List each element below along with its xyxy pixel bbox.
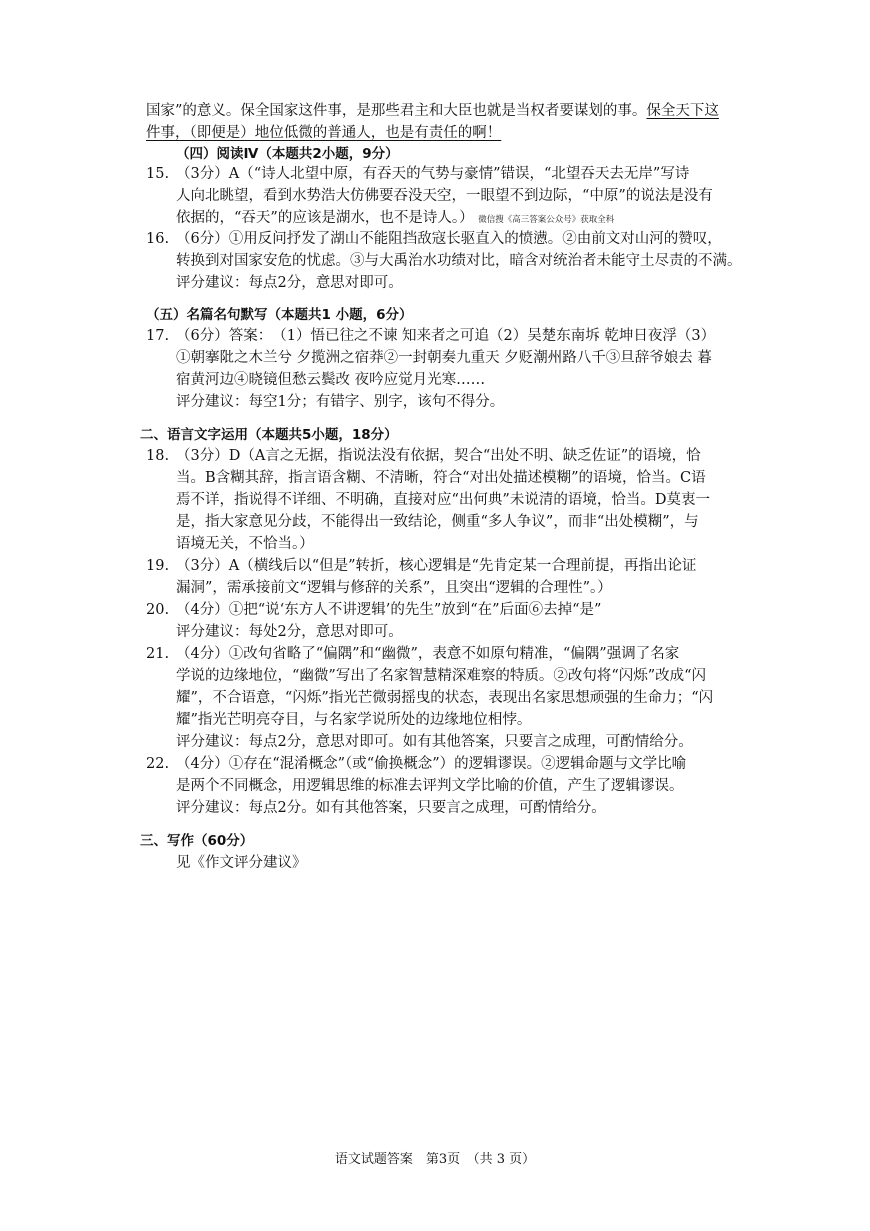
q19-line: 漏洞”，需承接前文“逻辑与修辞的关系”，且突出“逻辑的合理性”。） bbox=[176, 580, 612, 596]
intro-line-2: 件事，（即便是）地位低微的普通人，也是有责任的啊！ bbox=[146, 125, 502, 141]
q17-line: ①朝搴阰之木兰兮 夕揽洲之宿莽②一封朝奏九重天 夕贬潮州路八千③旦辞爷娘去 暮 bbox=[176, 350, 712, 366]
part-three-heading: 三、写作（60分） bbox=[140, 833, 254, 849]
q17-line: 宿黄河边④晓镜但愁云鬓改 夜吟应觉月光寒…… bbox=[176, 372, 486, 388]
q21-number: 21. bbox=[146, 646, 170, 662]
q22-line: 是两个不同概念，用逻辑思维的标准去评判文学比喻的价值，产生了逻辑谬误。 bbox=[176, 778, 684, 794]
q15-number: 15. bbox=[146, 166, 170, 182]
q18-line: 当。B含糊其辞，指言语含糊、不清晰，符合“对出处描述模糊”的语境，恰当。C语 bbox=[176, 470, 706, 486]
q18-line: 焉不详，指说得不详细、不明确，直接对应“出何典”未说清的语境，恰当。D莫衷一 bbox=[176, 492, 710, 508]
q18-number: 18. bbox=[146, 448, 170, 464]
section-five-heading: （五）名篇名句默写（本题共1 小题，6分） bbox=[146, 307, 413, 323]
q22-line: 评分建议：每点2分。如有其他答案，只要言之成理，可酌情给分。 bbox=[176, 800, 606, 816]
q18-line: （3分）D（A言之无据，指说法没有依据，契合“出处不明、缺乏佐证”的语境，恰 bbox=[176, 448, 701, 464]
page-footer: 语文试题答案 第3页 （共 3 页） bbox=[334, 1152, 536, 1167]
q20-number: 20. bbox=[146, 602, 170, 618]
q18-line: 是，指大家意见分歧，不能得出一致结论，侧重“多人争议”，而非“出处模糊”，与 bbox=[176, 514, 699, 530]
q20-line: （4分）①把“说‘东方人不讲逻辑’的先生”放到“在”后面⑥去掉“是” bbox=[176, 602, 602, 618]
q20-line: 评分建议：每处2分，意思对即可。 bbox=[176, 624, 403, 640]
q16-line: 评分建议：每点2分，意思对即可。 bbox=[176, 275, 403, 291]
q16-number: 16. bbox=[146, 231, 170, 247]
essay-reference: 见《作文评分建议》 bbox=[176, 855, 307, 871]
q15-line: 人向北眺望，看到水势浩大仿佛要吞没天空，一眼望不到边际，“中原”的说法是没有 bbox=[176, 188, 713, 204]
q17-line: （6分）答案： （1）悟已往之不谏 知来者之可追（2）吴楚东南坼 乾坤日夜浮（3） bbox=[176, 328, 716, 344]
q16-line: （6分）①用反问抒发了湖山不能阻挡敌寇长驱直入的愤懑。②由前文对山河的赞叹， bbox=[176, 231, 722, 247]
q22-number: 22. bbox=[146, 756, 170, 772]
watermark-text: 微信搜《高三答案公众号》获取全科 bbox=[478, 215, 615, 225]
q16-line: 转换到对国家安危的忧虑。③与大禹治水功绩对比，暗含对统治者未能守土尽责的不满。 bbox=[176, 253, 742, 269]
q19-number: 19. bbox=[146, 558, 170, 574]
intro-text: 国家”的意义。保全国家这件事，是那些君主和大臣也就是当权者要谋划的事。 bbox=[146, 103, 647, 119]
q18-line: 语境无关，不恰当。） bbox=[176, 536, 314, 552]
q21-line: 耀”，不合语意，“闪烁”指光芒微弱摇曳的状态，表现出名家思想顽强的生命力；“闪 bbox=[176, 690, 714, 706]
q22-line: （4分）①存在“混淆概念”（或“偷换概念”）的逻辑谬误。②逻辑命题与文学比喻 bbox=[176, 756, 687, 772]
q21-line: 评分建议：每点2分，意思对即可。如有其他答案，只要言之成理，可酌情给分。 bbox=[176, 734, 693, 750]
q21-line: （4分）①改句省略了“偏隅”和“幽微”，表意不如原句精准，“偏隅”强调了名家 bbox=[176, 646, 680, 662]
q15-line-text: 依据的，“吞天”的应该是湖水，也不是诗人。） bbox=[176, 210, 474, 226]
q19-line: （3分）A（横线后以“但是”转折，核心逻辑是“先肯定某一合理前提，再指出论证 bbox=[176, 558, 697, 574]
intro-underlined-text: 保全天下这 bbox=[646, 103, 719, 119]
intro-line-1 bbox=[146, 100, 719, 122]
part-two-heading: 二、语言文字运用（本题共5小题，18分） bbox=[140, 427, 398, 443]
q17-number: 17. bbox=[146, 328, 170, 344]
section-four-heading: （四）阅读Ⅳ（本题共2小题，9分） bbox=[176, 146, 399, 162]
q21-line: 耀”指光芒明亮夺目，与名家学说所处的边缘地位相悖。 bbox=[176, 712, 532, 728]
q15-line: （3分）A（“诗人北望中原，有吞天的气势与豪情”错误，“北望吞天去无岸”写诗 bbox=[176, 166, 690, 182]
q17-line: 评分建议：每空1分；有错字、别字，该句不得分。 bbox=[176, 394, 505, 410]
q21-line: 学说的边缘地位，“幽微”写出了名家智慧精深难察的特质。②改句将“闪烁”改成“闪 bbox=[176, 668, 707, 684]
